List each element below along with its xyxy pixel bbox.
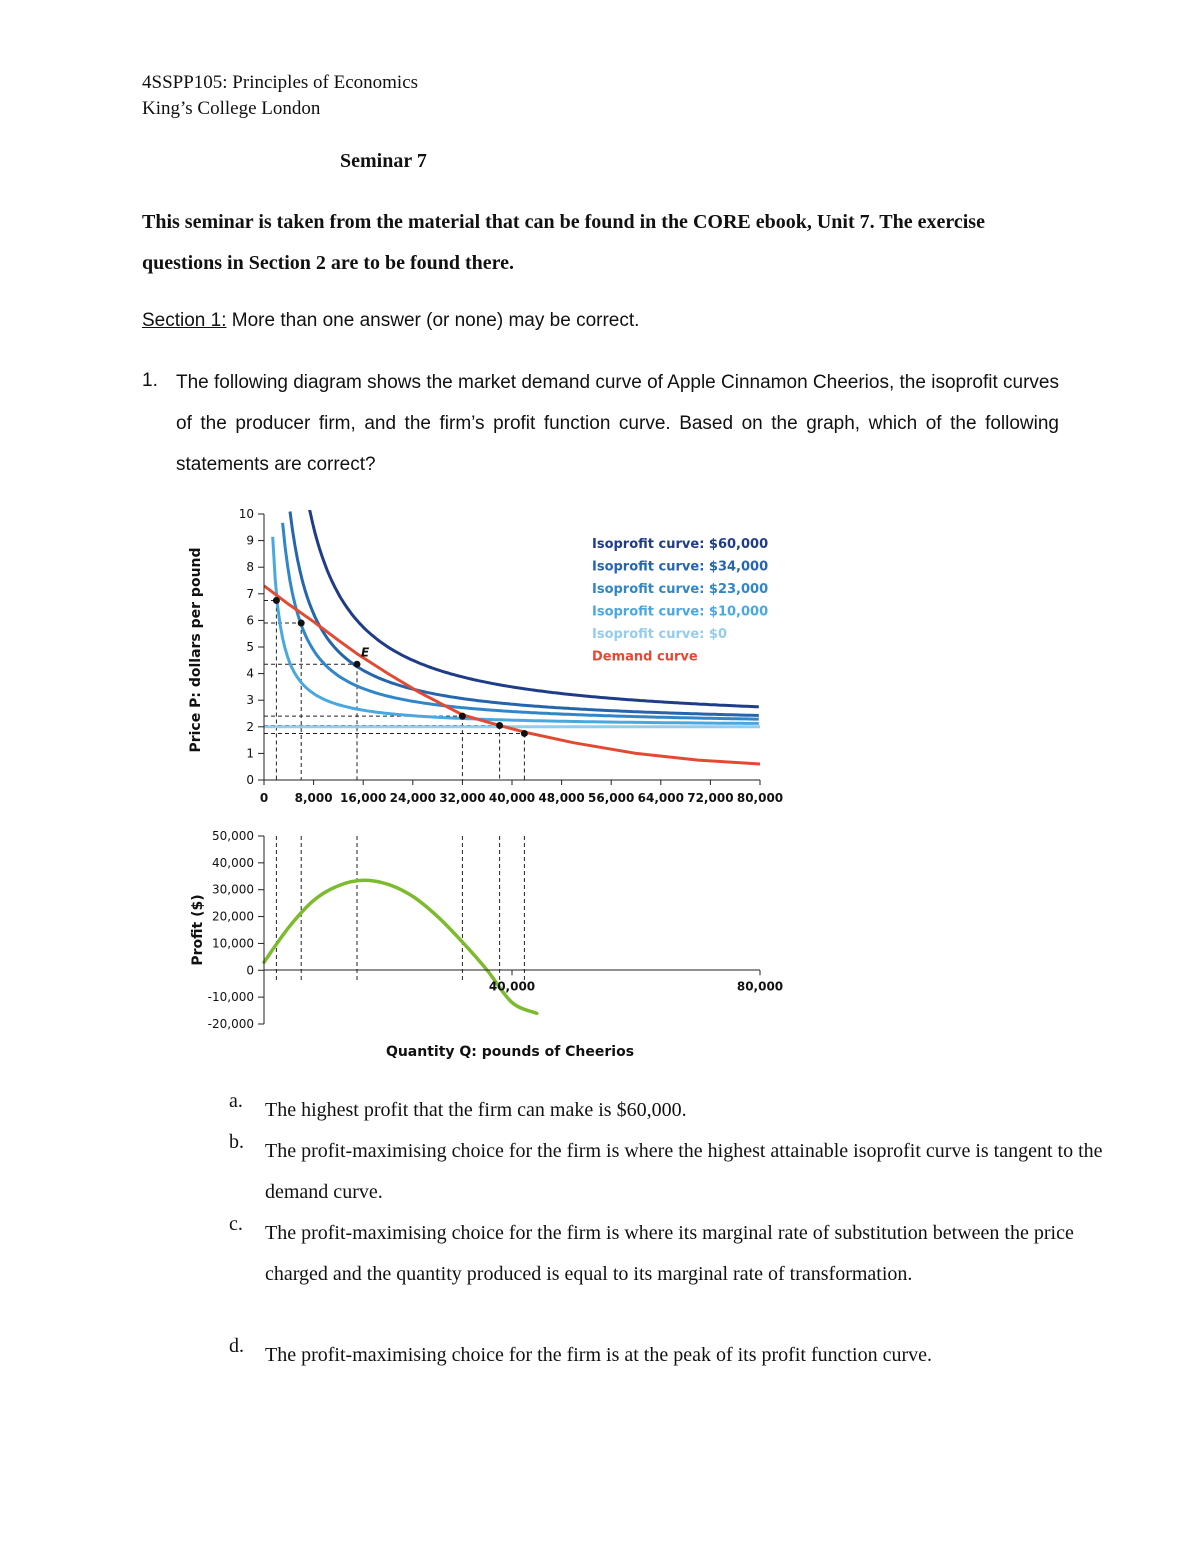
y-tick-label: 10 <box>238 507 254 521</box>
x-tick-label: 48,000 <box>538 791 585 805</box>
option-label: a. <box>229 1090 243 1112</box>
marked-point <box>496 722 503 729</box>
option-label: b. <box>229 1131 244 1153</box>
profit-y-tick-label: 50,000 <box>212 829 254 843</box>
legend-entry: Isoprofit curve: $60,000 <box>592 537 769 552</box>
x-tick-label: 64,000 <box>637 791 684 805</box>
option-text: The profit-maximising choice for the firm is at the peak of its profit function curve. <box>265 1344 933 1366</box>
marked-point <box>521 730 528 737</box>
legend-entry: Demand curve <box>592 649 698 665</box>
profit-y-tick-label: 40,000 <box>212 855 254 870</box>
profit-y-tick-label: -10,000 <box>207 990 254 1005</box>
profit-y-tick-label: 0 <box>246 963 254 978</box>
x-tick-label: 40,000 <box>488 791 536 805</box>
option-text: The profit-maximising choice for the firm is where the highest attainable isoprofit curve is tangent to the demand curve. <box>265 1140 1103 1203</box>
x-tick-label: 24,000 <box>389 791 436 805</box>
x-tick-label: 72,000 <box>687 791 734 805</box>
institution: King’s College London <box>142 98 321 119</box>
profit-y-tick-label: 20,000 <box>212 909 254 924</box>
legend-entry: Isoprofit curve: $0 <box>592 627 728 642</box>
y-tick-label: 5 <box>246 640 254 654</box>
profit-chart <box>190 829 783 1060</box>
x-tick-label: 16,000 <box>340 791 387 805</box>
x-tick-label: 56,000 <box>588 791 635 805</box>
x-tick-label: 32,000 <box>439 791 486 805</box>
legend-entry: Isoprofit curve: $23,000 <box>592 582 769 597</box>
profit-y-tick-label: -20,000 <box>207 1017 254 1031</box>
x-tick-label: 0 <box>259 791 269 805</box>
course-code: 4SSPP105: Principles of Economics <box>142 72 419 93</box>
y-tick-label: 9 <box>246 533 254 548</box>
section-instruction: More than one answer (or none) may be correct. <box>226 310 640 331</box>
x-axis-label: Quantity Q: pounds of Cheerios <box>385 1044 635 1060</box>
profit-x-tick-label: 80,000 <box>736 979 784 994</box>
legend-entry: Isoprofit curve: $10,000 <box>592 604 769 620</box>
legend-entry: Isoprofit curve: $34,000 <box>592 559 769 575</box>
marked-point <box>459 713 466 720</box>
profit-curve <box>264 880 537 1013</box>
question-text: The following diagram shows the market demand curve of Apple Cinnamon Cheerios, the isoprofit curves of the producer firm, and the firm’s profit function curve. Based on the graph, which of the following statements are correct? <box>176 372 1059 475</box>
price-chart <box>188 500 783 805</box>
profit-x-tick-label: 40,000 <box>488 979 536 994</box>
option-text: The highest profit that the firm can make is $60,000. <box>265 1099 687 1121</box>
legend <box>592 537 768 665</box>
y-tick-label: 3 <box>246 693 254 708</box>
seminar-title: Seminar 7 <box>340 150 427 172</box>
y-tick-label: 1 <box>246 746 254 761</box>
profit-y-tick-label: 10,000 <box>212 936 254 951</box>
point-label: E <box>361 645 370 660</box>
profit-y-tick-label: 30,000 <box>212 882 254 897</box>
option-label: d. <box>229 1335 244 1357</box>
section-heading <box>142 310 639 332</box>
intro-paragraph: This seminar is taken from the material that can be found in the CORE ebook, Unit 7. The exercise questions in Section 2 are to be found there. <box>142 211 985 274</box>
y-tick-label: 0 <box>246 773 254 787</box>
y-axis-label: Price P: dollars per pound <box>188 547 204 753</box>
section-label: Section 1: <box>142 310 227 331</box>
marked-point <box>298 620 305 627</box>
option-label: c. <box>229 1213 243 1235</box>
y-tick-label: 4 <box>246 666 254 681</box>
y-tick-label: 2 <box>246 719 254 734</box>
x-tick-label: 80,000 <box>736 791 784 805</box>
question-number: 1. <box>142 370 158 391</box>
marked-point <box>273 597 280 604</box>
profit-axis-label: Profit ($) <box>190 894 206 966</box>
marked-point <box>354 661 361 668</box>
y-tick-label: 8 <box>246 560 254 575</box>
figure <box>160 500 820 1070</box>
x-tick-label: 8,000 <box>294 791 333 805</box>
y-tick-label: 7 <box>246 586 254 601</box>
y-tick-label: 6 <box>246 613 254 628</box>
option-text: The profit-maximising choice for the firm is where its marginal rate of substitution between the price charged and the quantity produced is equal to its marginal rate of transformation. <box>265 1222 1074 1285</box>
